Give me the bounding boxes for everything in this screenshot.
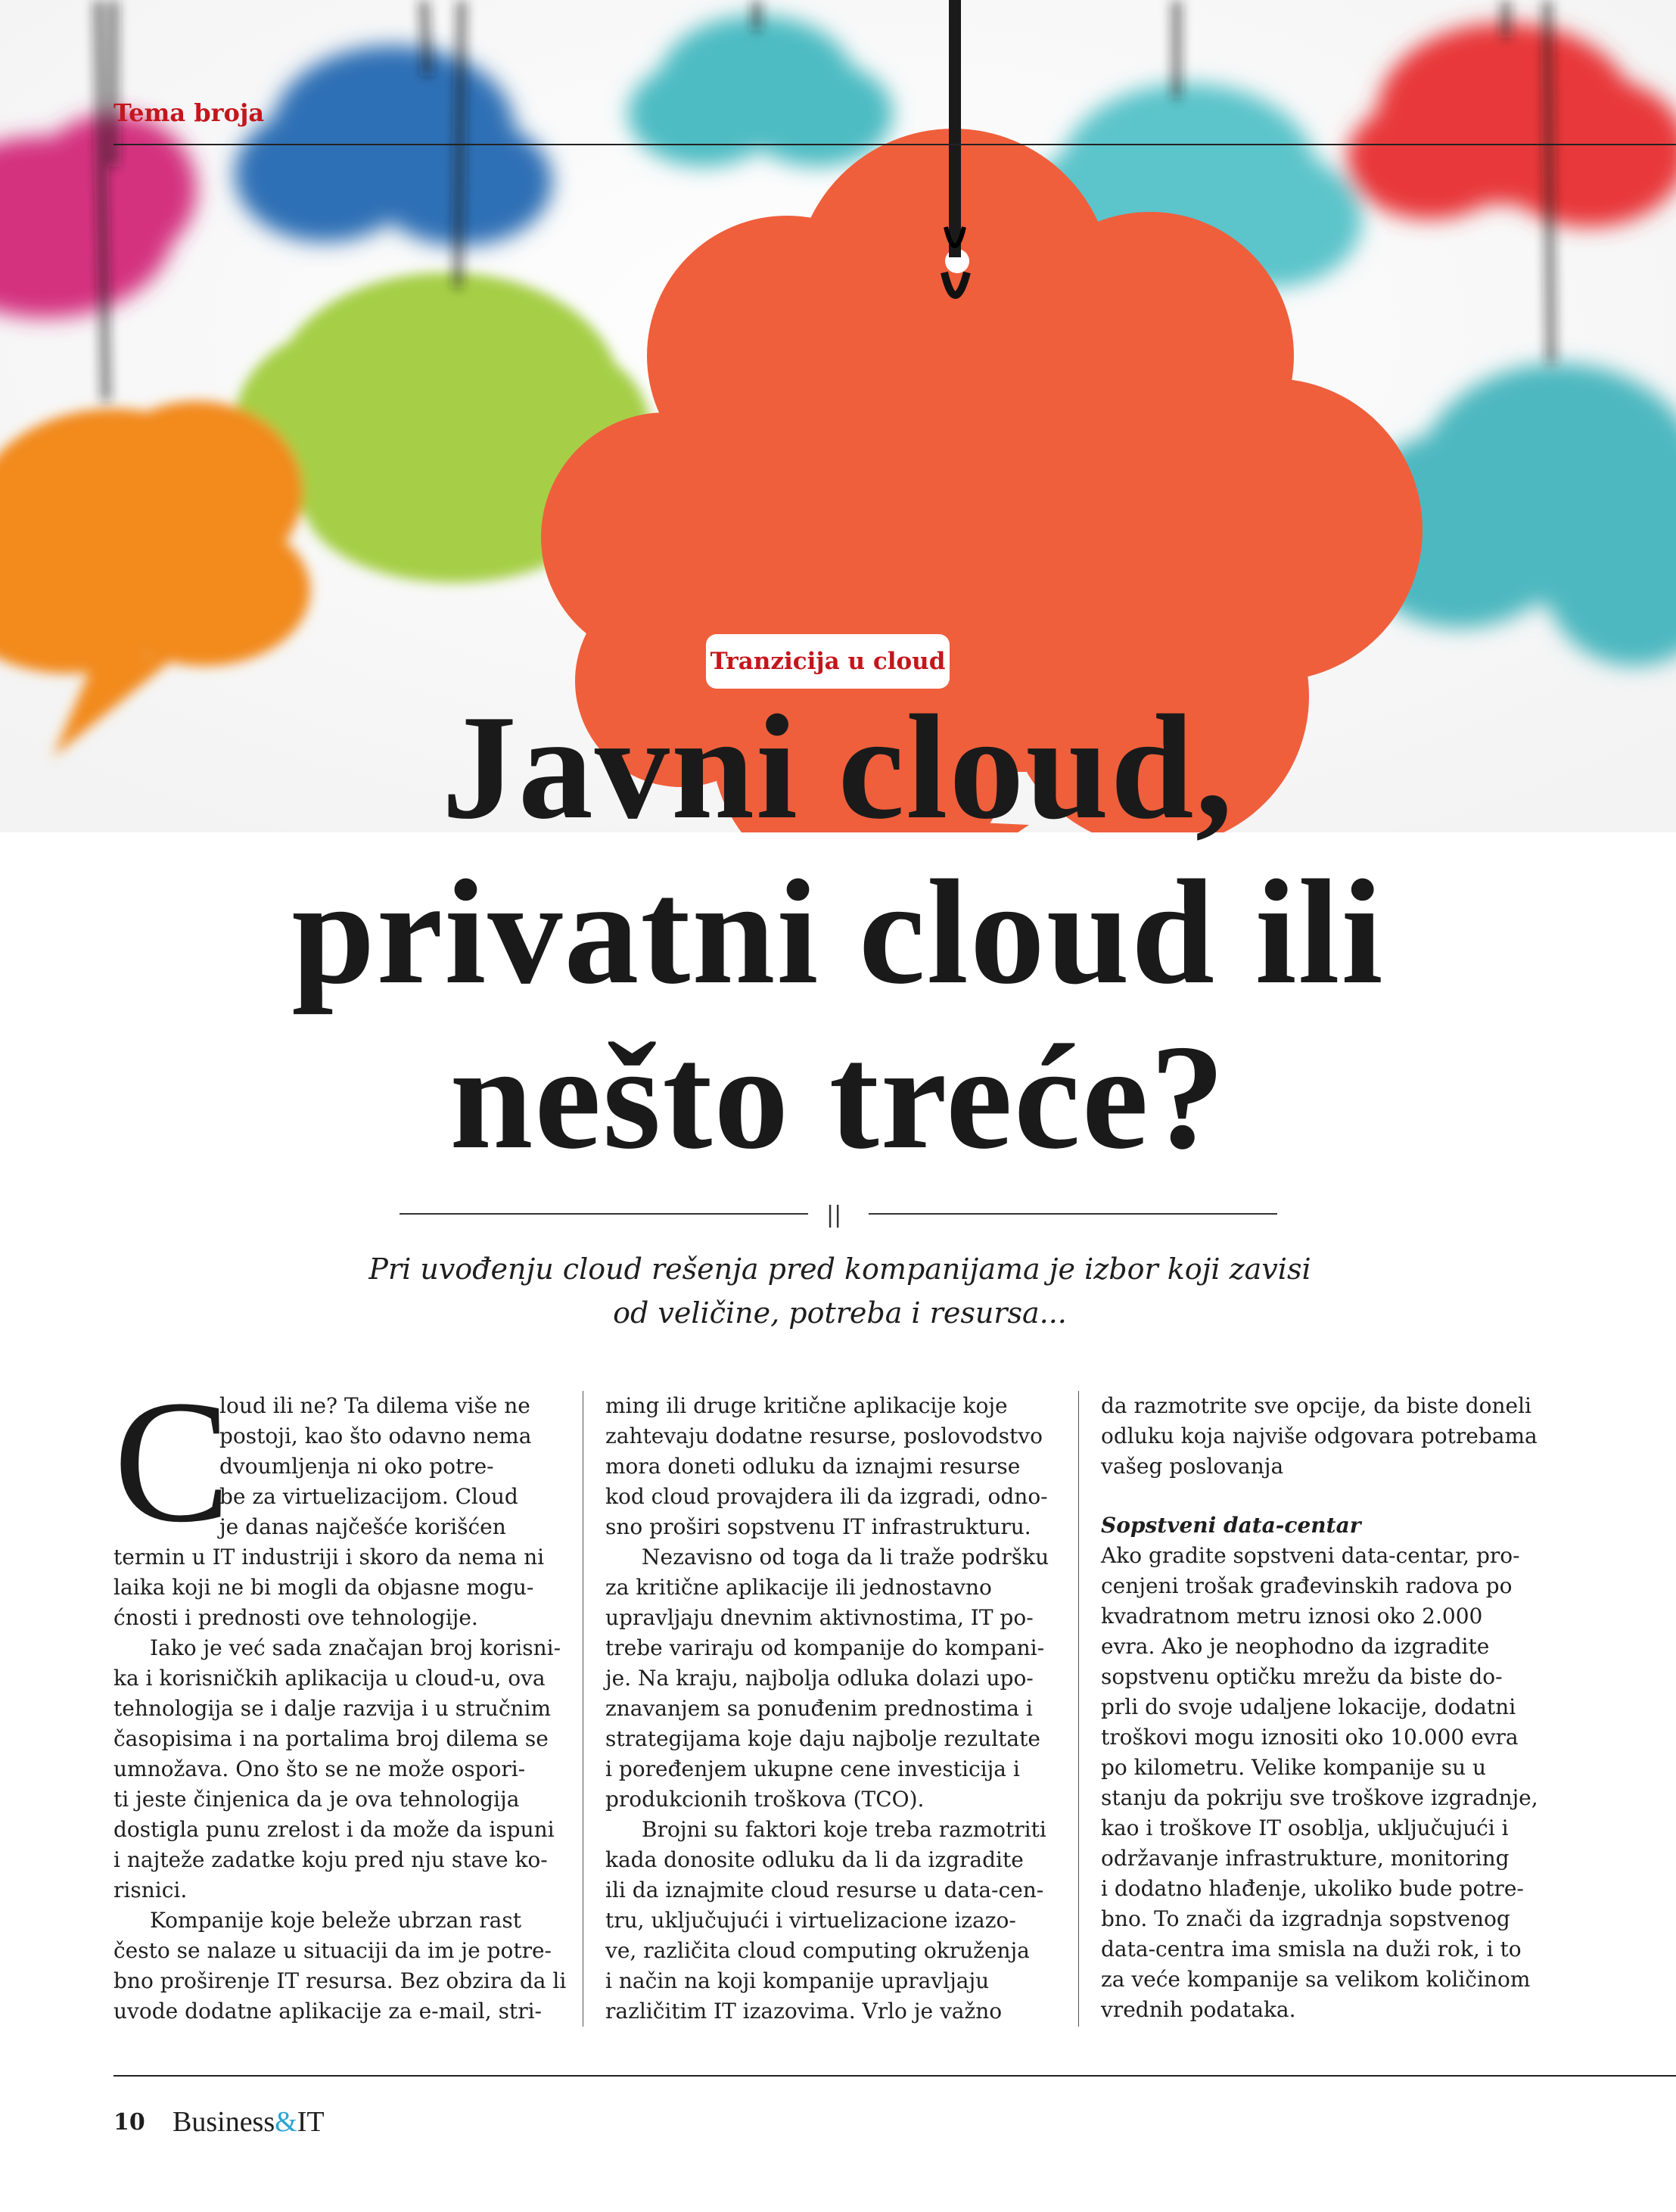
text-line: kod cloud provajdera ili da izgradi, odno- xyxy=(605,1484,1048,1509)
text-line: ve, različita cloud computing okruženja xyxy=(605,1938,1030,1963)
text-line: odluku koja najviše odgovara potrebama xyxy=(1101,1423,1538,1448)
text-line: ili da iznajmite cloud resurse u data-cen- xyxy=(605,1878,1044,1902)
text-line: vašeg poslovanja xyxy=(1101,1454,1284,1479)
text-line: za veće kompanije sa velikom količinom xyxy=(1101,1967,1531,1992)
section-label: Tema broja xyxy=(113,98,265,127)
text-line: zahtevaju dodatne resurse, poslovodstvo xyxy=(605,1423,1043,1448)
text-line: je. Na kraju, najbolja odluka dolazi upo- xyxy=(605,1666,1034,1691)
text-line: stanju da pokriju sve troškove izgradnje, xyxy=(1101,1785,1538,1810)
text-line: Brojni su faktori koje treba razmotriti xyxy=(642,1817,1046,1842)
text-line: bno proširenje IT resursa. Bez obzira da li xyxy=(113,1968,567,1993)
text-line: ćnosti i prednosti ove tehnologije. xyxy=(113,1605,478,1630)
text-line: prli do svoje udaljene lokacije, dodatni xyxy=(1101,1694,1516,1719)
article-title xyxy=(0,685,1676,1180)
title-line: nešto treće? xyxy=(449,1014,1227,1180)
text-line: Ako gradite sopstveni data-centar, pro- xyxy=(1101,1543,1520,1568)
title-line: Javni cloud, xyxy=(441,684,1235,850)
text-line: da razmotrite sve opcije, da biste doneli xyxy=(1101,1393,1531,1418)
text-line: sopstvenu optičku mrežu da biste do- xyxy=(1101,1664,1503,1689)
text-line: i dodatno hlađenje, ukoliko bude potre- xyxy=(1101,1876,1524,1901)
text-line: je danas najčešće korišćen xyxy=(219,1514,506,1539)
text-line: termin u IT industriji i skoro da nema ni xyxy=(113,1545,545,1570)
column-divider xyxy=(1078,1391,1079,2027)
text-line: tehnologija se i dalje razvija i u stručnim xyxy=(113,1696,552,1721)
text-line: često se nalaze u situaciji da im je potre- xyxy=(113,1938,552,1963)
text-line: kvadratnom metru iznosi oko 2.000 xyxy=(1101,1604,1483,1629)
text-line: uvode dodatne aplikacije za e-mail, stri- xyxy=(113,1999,542,2024)
text-line: po kilometru. Velike kompanije su u xyxy=(1101,1755,1487,1780)
kicker-badge: Tranzicija u cloud xyxy=(706,634,950,689)
ornament-rule-right xyxy=(869,1213,1277,1215)
ornament-mark: || xyxy=(826,1202,842,1228)
text-column-1 xyxy=(113,1391,567,2027)
deck-line: Pri uvođenju cloud rešenja pred kompanijama je izbor koji zavisi xyxy=(368,1252,1311,1286)
text-line: troškovi mogu iznositi oko 10.000 evra xyxy=(1101,1725,1519,1750)
article-deck xyxy=(288,1247,1392,1335)
text-line: za kritične aplikacije ili jednostavno xyxy=(605,1575,992,1600)
text-line: postoji, kao što odavno nema xyxy=(219,1423,532,1448)
text-column-2 xyxy=(605,1391,1059,2027)
text-line: ka i korisničkih aplikacija u cloud-u, ova xyxy=(113,1666,546,1691)
text-line: umnožava. Ono što se ne može ospori- xyxy=(113,1756,526,1781)
text-line: kao i troškove IT osoblja, uključujući i xyxy=(1101,1815,1509,1840)
text-line: risnici. xyxy=(113,1878,188,1902)
page-number: 10 xyxy=(113,2109,145,2136)
text-line: Nezavisno od toga da li traže podršku xyxy=(642,1545,1049,1570)
text-line: produkcionih troškova (TCO). xyxy=(605,1787,925,1812)
text-line: dostigla punu zrelost i da može da ispuni xyxy=(113,1817,555,1842)
title-line: privatni cloud ili xyxy=(291,849,1385,1015)
text-line: bno. To znači da izgradnja sopstvenog xyxy=(1101,1906,1510,1931)
brand-name: Business xyxy=(173,2106,275,2138)
text-line: kada donosite odluku da li da izgradite xyxy=(605,1847,1024,1872)
text-line: tru, uključujući i virtuelizacione izazo- xyxy=(605,1908,1016,1933)
text-line: cenjeni trošak građevinskih radova po xyxy=(1101,1573,1513,1598)
text-line: vrednih podataka. xyxy=(1101,1997,1296,2022)
text-line: održavanje infrastrukture, monitoring xyxy=(1101,1846,1510,1871)
text-line: data-centra ima smisla na duži rok, i to xyxy=(1101,1937,1522,1962)
ornament-rule-left xyxy=(400,1213,808,1215)
text-line: znavanjem sa ponuđenim prednostima i xyxy=(605,1696,1033,1721)
deck-line: od veličine, potreba i resursa... xyxy=(613,1296,1067,1330)
text-line: be za virtuelizacijom. Cloud xyxy=(219,1484,518,1509)
text-line: mora doneti odluku da iznajmi resurse xyxy=(605,1454,1021,1479)
text-line: ti jeste činjenica da je ova tehnologija xyxy=(113,1787,520,1812)
subheading: Sopstveni data-centar xyxy=(1101,1513,1361,1538)
text-line: i način na koji kompanije upravljaju xyxy=(605,1968,990,1993)
text-line: upravljaju dnevnim aktivnostima, IT po- xyxy=(605,1605,1034,1630)
drop-cap: C xyxy=(113,1364,231,1559)
text-column-3 xyxy=(1101,1391,1555,2025)
text-line: laika koji ne bi mogli da objasne mogu- xyxy=(113,1575,534,1600)
text-line: Iako je već sada značajan broj korisni- xyxy=(150,1635,561,1660)
footer-rule xyxy=(113,2075,1676,2077)
text-line: trebe variraju od kompanije do kompani- xyxy=(605,1635,1045,1660)
magazine-brand xyxy=(173,2105,325,2139)
header-rule xyxy=(113,144,1676,145)
text-line: dvoumljenja ni oko potre- xyxy=(219,1454,494,1479)
text-line: časopisima i na portalima broj dilema se xyxy=(113,1726,549,1751)
text-line: i poređenjem ukupne cene investicija i xyxy=(605,1756,1020,1781)
text-line: loud ili ne? Ta dilema više ne xyxy=(219,1393,530,1418)
brand-ampersand: & xyxy=(275,2106,297,2138)
text-line: i najteže zadatke koju pred nju stave ko- xyxy=(113,1847,548,1872)
text-line: strategijama koje daju najbolje rezultate xyxy=(605,1726,1040,1751)
text-line: evra. Ako je neophodno da izgradite xyxy=(1101,1634,1490,1659)
text-line: ming ili druge kritične aplikacije koje xyxy=(605,1393,1008,1418)
brand-suffix: IT xyxy=(297,2106,325,2138)
text-line: različitim IT izazovima. Vrlo je važno xyxy=(605,1999,1003,2024)
text-line: Kompanije koje beleže ubrzan rast xyxy=(150,1908,521,1933)
text-line: sno proširi sopstvenu IT infrastrukturu. xyxy=(605,1514,1031,1539)
